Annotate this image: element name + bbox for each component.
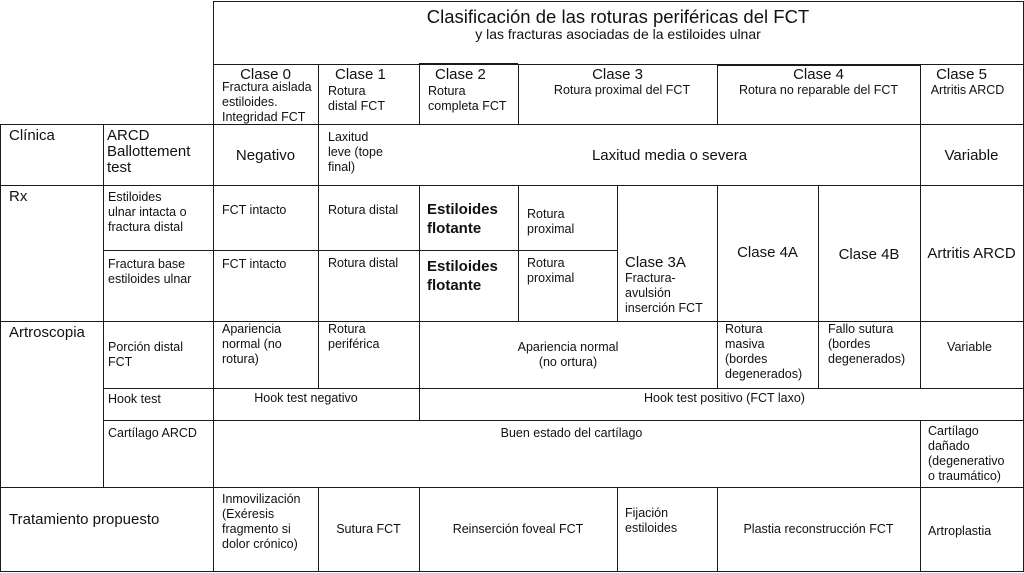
class-3-description: Rotura proximal del FCT: [553, 83, 691, 97]
rx-row-2-class-0: FCT intacto: [222, 257, 287, 271]
class-0-description: Fractura aislada estiloides. Integridad FCT: [222, 80, 312, 124]
artroscopia-porcion-class-0: Apariencia normal (no rotura): [222, 322, 282, 366]
table-border: [419, 64, 420, 125]
rx-class-3a-title: Clase 3A: [625, 254, 686, 271]
artroscopia-porcion-class-5: Variable: [947, 340, 992, 354]
table-border: [717, 185, 718, 388]
hook-test-positive: Hook test positivo (FCT laxo): [644, 391, 805, 405]
table-border: [213, 1, 214, 572]
table-border: [617, 185, 618, 321]
class-0-header: Clase 0: [240, 66, 291, 83]
rx-row-2-sub-label: Fractura base estiloides ulnar: [108, 257, 192, 286]
cartilago-class-5: Cartílago dañado (degenerativo o traumático): [928, 424, 1005, 483]
tratamiento-class-1: Sutura FCT: [336, 522, 401, 536]
hook-test-negative: Hook test negativo: [254, 391, 358, 405]
rx-row-2-class-3: Rotura proximal: [527, 256, 575, 285]
table-border: [103, 250, 618, 251]
tratamiento-class-5: Artroplastia: [928, 524, 992, 538]
tratamiento-class-3: Fijación estiloides: [625, 506, 678, 535]
clinica-class-5: Variable: [944, 147, 999, 164]
table-border: [0, 124, 1, 572]
tratamiento-class-0: Inmovilización (Exéresis fragmento si dolor crónico): [222, 492, 301, 551]
rx-class-5: Artritis ARCD: [927, 245, 1016, 262]
rx-row-2-class-1: Rotura distal: [328, 256, 399, 270]
clinica-sub-label: ARCD Ballottement test: [107, 127, 191, 176]
table-subtitle: y las fracturas asociadas de la estiloides ulnar: [475, 26, 761, 42]
table-border: [103, 124, 104, 488]
class-2-header: Clase 2: [435, 66, 486, 83]
table-border: [419, 63, 518, 65]
artroscopia-porcion-class-4b: Fallo sutura (bordes degenerados): [828, 322, 906, 366]
table-border: [617, 487, 618, 572]
rx-row-1-sub-label: Estiloides ulnar intacta o fractura distal: [108, 190, 187, 234]
rx-class-3a-description: Fractura- avulsión inserción FCT: [625, 271, 703, 315]
table-border: [318, 185, 319, 321]
table-border: [818, 185, 819, 388]
table-border: [213, 1, 1023, 2]
table-border: [0, 571, 1024, 572]
rx-row-1-class-0: FCT intacto: [222, 203, 287, 217]
rx-row-2-class-2: Estiloides flotante: [427, 258, 498, 294]
table-title: Clasificación de las roturas periféricas del FCT: [426, 6, 810, 27]
rx-row-1-class-3: Rotura proximal: [527, 207, 575, 236]
table-border: [419, 185, 420, 321]
table-border: [0, 487, 1024, 488]
table-border: [318, 64, 319, 185]
tratamiento-class-4: Plastia reconstrucción FCT: [743, 522, 894, 536]
class-4-header: Clase 4: [793, 66, 844, 83]
cartilago-good-state: Buen estado del cartílago: [500, 426, 643, 440]
table-border: [103, 420, 1023, 421]
artroscopia-porcion-sub-label: Porción distal FCT: [108, 340, 184, 369]
artroscopia-porcion-class-2-3: Apariencia normal (no ortura): [517, 340, 619, 369]
class-5-header: Clase 5: [936, 66, 987, 83]
rx-row-1-class-2: Estiloides flotante: [427, 201, 498, 237]
tratamiento-class-2: Reinserción foveal FCT: [452, 522, 584, 536]
class-1-header: Clase 1: [335, 66, 386, 83]
rx-class-4b: Clase 4B: [838, 246, 900, 263]
clinica-class-0: Negativo: [235, 147, 296, 164]
row-label-tratamiento: Tratamiento propuesto: [9, 511, 160, 528]
row-label-clinica: Clínica: [9, 127, 55, 144]
artroscopia-cartilago-sub-label: Cartílago ARCD: [108, 426, 197, 440]
artroscopia-porcion-class-4a: Rotura masiva (bordes degenerados): [725, 322, 803, 381]
table-border: [518, 185, 519, 321]
row-label-rx: Rx: [9, 188, 28, 205]
table-border: [103, 388, 1023, 389]
class-4-description: Rotura no reparable del FCT: [738, 83, 899, 97]
class-2-description: Rotura completa FCT: [428, 84, 507, 113]
artroscopia-hook-sub-label: Hook test: [108, 392, 161, 406]
table-border: [0, 185, 1024, 186]
artroscopia-porcion-class-1: Rotura periférica: [328, 322, 380, 351]
class-3-header: Clase 3: [592, 66, 643, 83]
table-border: [920, 420, 921, 572]
class-5-description: Artritis ARCD: [930, 83, 1005, 97]
table-border: [318, 321, 319, 388]
clinica-class-2-4: Laxitud media o severa: [591, 147, 748, 164]
table-border: [0, 124, 1024, 125]
rx-class-4a: Clase 4A: [737, 244, 798, 261]
row-label-artroscopia: Artroscopia: [9, 324, 85, 341]
rx-row-1-class-1: Rotura distal: [328, 203, 399, 217]
class-1-description: Rotura distal FCT: [328, 84, 385, 113]
clinica-class-1: Laxitud leve (tope final): [328, 130, 383, 174]
